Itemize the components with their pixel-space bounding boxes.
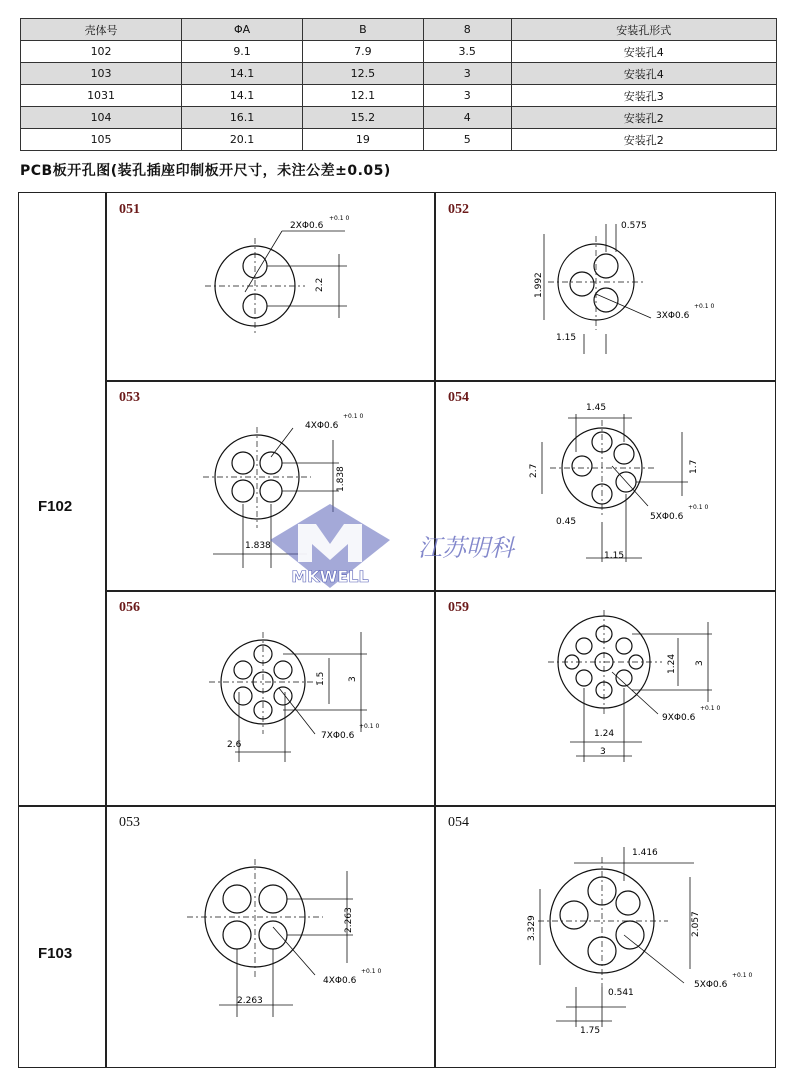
dim-label: 1.15 (604, 551, 625, 561)
dim-label: 1.838 (336, 466, 346, 492)
tolerance: +0.1 0 (694, 303, 715, 310)
table-cell: 12.1 (303, 85, 424, 107)
table-cell: 9.1 (182, 41, 303, 63)
tolerance: +0.1 0 (329, 215, 350, 222)
table-row (21, 63, 777, 85)
col-header-phia: ΦA (182, 19, 303, 41)
tolerance: +0.1 0 (688, 504, 709, 511)
dim-label: 2.057 (691, 911, 701, 937)
drawing-cell-056 (107, 592, 434, 805)
dim-label: 1.7 (689, 459, 699, 474)
drawing-cell-052 (436, 194, 776, 380)
hole-pattern-drawing (436, 807, 776, 1066)
table-row (21, 41, 777, 63)
drawing-cell-053-f103 (107, 807, 434, 1066)
table-row (21, 107, 777, 129)
dim-label: 2.2 (315, 277, 325, 292)
hole-note: 7XΦ0.6 (321, 731, 355, 741)
tolerance: +0.1 0 (359, 723, 380, 730)
section-title: PCB板开孔图(装孔插座印制板开尺寸，未注公差±0.05) (20, 163, 391, 179)
table-cell: 105 (21, 129, 182, 151)
table-row (21, 129, 777, 151)
table-cell: 1031 (21, 85, 182, 107)
table-cell: 3 (423, 85, 511, 107)
dim-label: 1.838 (245, 541, 271, 551)
table-cell: 7.9 (303, 41, 424, 63)
tolerance: +0.1 0 (343, 413, 364, 420)
dim-label: 1.24 (667, 653, 677, 674)
hole-pattern-drawing (436, 592, 776, 805)
table-cell: 安装孔2 (511, 107, 776, 129)
dim-label: 1.45 (586, 403, 607, 413)
part-code: 052 (448, 202, 469, 217)
table-cell: 安装孔3 (511, 85, 776, 107)
dim-label: 1.15 (556, 333, 577, 343)
hole-note: 4XΦ0.6 (305, 421, 339, 431)
col-header-b: B (303, 19, 424, 41)
hole-pattern-drawing (107, 194, 434, 380)
dim-label: 1.75 (580, 1026, 601, 1036)
hole-note: 2XΦ0.6 (290, 221, 324, 231)
dim-label: 0.541 (608, 988, 634, 998)
dim-label: 0.575 (621, 221, 647, 231)
hole-pattern-drawing (107, 592, 434, 805)
table-cell: 14.1 (182, 85, 303, 107)
table-cell: 12.5 (303, 63, 424, 85)
table-cell: 16.1 (182, 107, 303, 129)
drawing-cell-059 (436, 592, 776, 805)
part-code: 053 (119, 815, 140, 830)
part-code: 053 (119, 390, 140, 405)
spec-header-row (21, 19, 777, 41)
hole-pattern-drawing (436, 194, 776, 380)
part-code: 059 (448, 600, 469, 615)
dim-label: 2.7 (529, 463, 539, 478)
dim-label: 1.5 (316, 671, 326, 686)
table-cell: 15.2 (303, 107, 424, 129)
spec-table (20, 18, 777, 151)
dim-label: 3 (695, 660, 705, 666)
hole-note: 5XΦ0.6 (694, 980, 728, 990)
part-code: 054 (448, 390, 469, 405)
drawing-cell-054-f103 (436, 807, 776, 1066)
tolerance: +0.1 0 (700, 705, 721, 712)
hole-note: 3XΦ0.6 (656, 311, 690, 321)
logo-text: MKWELL (291, 567, 369, 586)
dim-label: 1.24 (594, 729, 615, 739)
table-cell: 104 (21, 107, 182, 129)
drawing-cell-051 (107, 194, 434, 380)
table-cell: 4 (423, 107, 511, 129)
dim-label: 2.263 (344, 907, 354, 933)
hole-note: 4XΦ0.6 (323, 976, 357, 986)
table-cell: 103 (21, 63, 182, 85)
dim-label: 1.416 (632, 848, 658, 858)
mkwell-logo-watermark (262, 500, 398, 592)
table-cell: 3 (423, 63, 511, 85)
dim-label: 0.45 (556, 517, 577, 527)
table-cell: 3.5 (423, 41, 511, 63)
dim-label: 3.329 (527, 915, 537, 941)
tolerance: +0.1 0 (732, 972, 753, 979)
dim-label: 2.6 (227, 740, 242, 750)
part-code: 056 (119, 600, 140, 615)
dim-label: 1.992 (534, 272, 544, 298)
table-cell: 102 (21, 41, 182, 63)
table-cell: 20.1 (182, 129, 303, 151)
company-name-watermark: 江苏明科 (418, 534, 514, 562)
part-code: 051 (119, 202, 140, 217)
group-label-f102: F102 (38, 498, 73, 515)
hole-pattern-drawing (107, 807, 434, 1066)
dim-label: 3 (600, 747, 606, 757)
col-header-8: 8 (423, 19, 511, 41)
table-cell: 安装孔4 (511, 41, 776, 63)
tolerance: +0.1 0 (361, 968, 382, 975)
table-cell: 安装孔4 (511, 63, 776, 85)
table-cell: 5 (423, 129, 511, 151)
table-cell: 14.1 (182, 63, 303, 85)
table-cell: 19 (303, 129, 424, 151)
hole-note: 9XΦ0.6 (662, 713, 696, 723)
dim-label: 3 (348, 676, 358, 682)
col-header-mount: 安装孔形式 (511, 19, 776, 41)
group-label-f103: F103 (38, 945, 73, 962)
dim-label: 2.263 (237, 996, 263, 1006)
table-cell: 安装孔2 (511, 129, 776, 151)
col-header-shell: 壳体号 (21, 19, 182, 41)
logo-icon (262, 500, 398, 592)
part-code: 054 (448, 815, 469, 830)
hole-note: 5XΦ0.6 (650, 512, 684, 522)
table-row (21, 85, 777, 107)
